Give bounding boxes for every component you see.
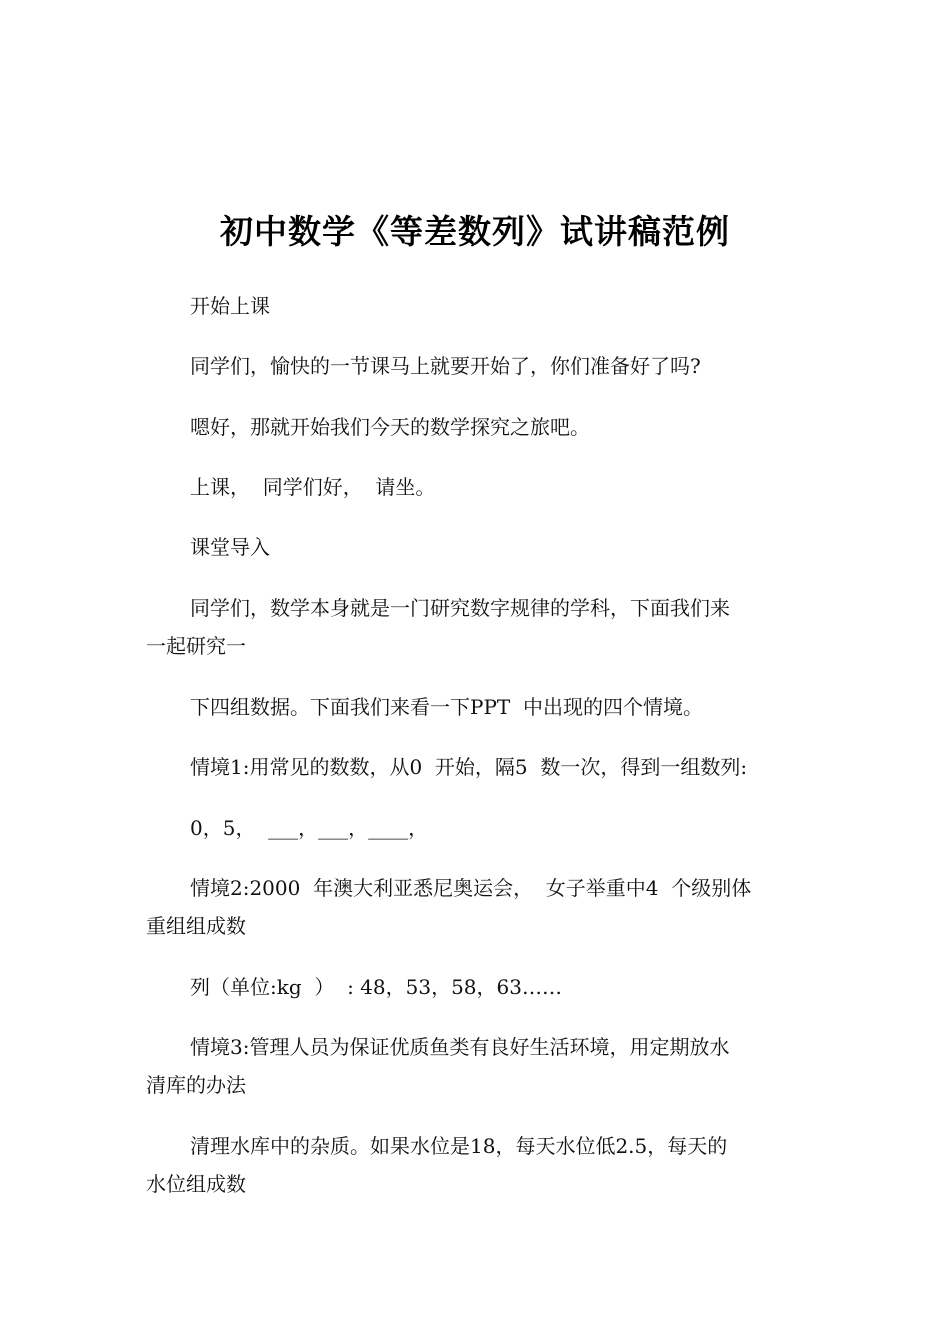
text-line: 情境1:用常见的数数，从0 开始，隔5 数一次，得到一组数列:: [190, 755, 748, 779]
text-line: 下四组数据。下面我们来看一下PPT 中出现的四个情境。: [190, 695, 703, 719]
text-line: 同学们，愉快的一节课马上就要开始了，你们准备好了吗?: [190, 354, 701, 378]
text-line: 课堂导入: [190, 535, 270, 559]
text-line: 开始上课: [190, 294, 270, 318]
text-line: 嗯好，那就开始我们今天的数学探究之旅吧。: [190, 415, 590, 439]
document-title: 初中数学《等差数列》试讲稿范例: [220, 212, 730, 251]
text-line: 上课， 同学们好， 请坐。: [190, 475, 436, 499]
text-line: 清库的办法: [146, 1073, 246, 1097]
text-line: 水位组成数: [146, 1172, 246, 1196]
text-line: 清理水库中的杂质。如果水位是18，每天水位低2.5，每天的: [190, 1134, 728, 1158]
text-line: 情境3:管理人员为保证优质鱼类有良好生活环境，用定期放水: [190, 1035, 730, 1059]
text-line: 列（单位:kg ） : 48，53，58，63……: [190, 975, 562, 999]
text-line: 同学们，数学本身就是一门研究数字规律的学科，下面我们来: [190, 596, 730, 620]
text-line: 一起研究一: [146, 634, 246, 658]
text-line: 0，5， ___，___，____，: [190, 816, 429, 840]
text-line: 情境2:2000 年澳大利亚悉尼奥运会， 女子举重中4 个级别体: [190, 876, 752, 900]
text-line: 重组组成数: [146, 914, 246, 938]
